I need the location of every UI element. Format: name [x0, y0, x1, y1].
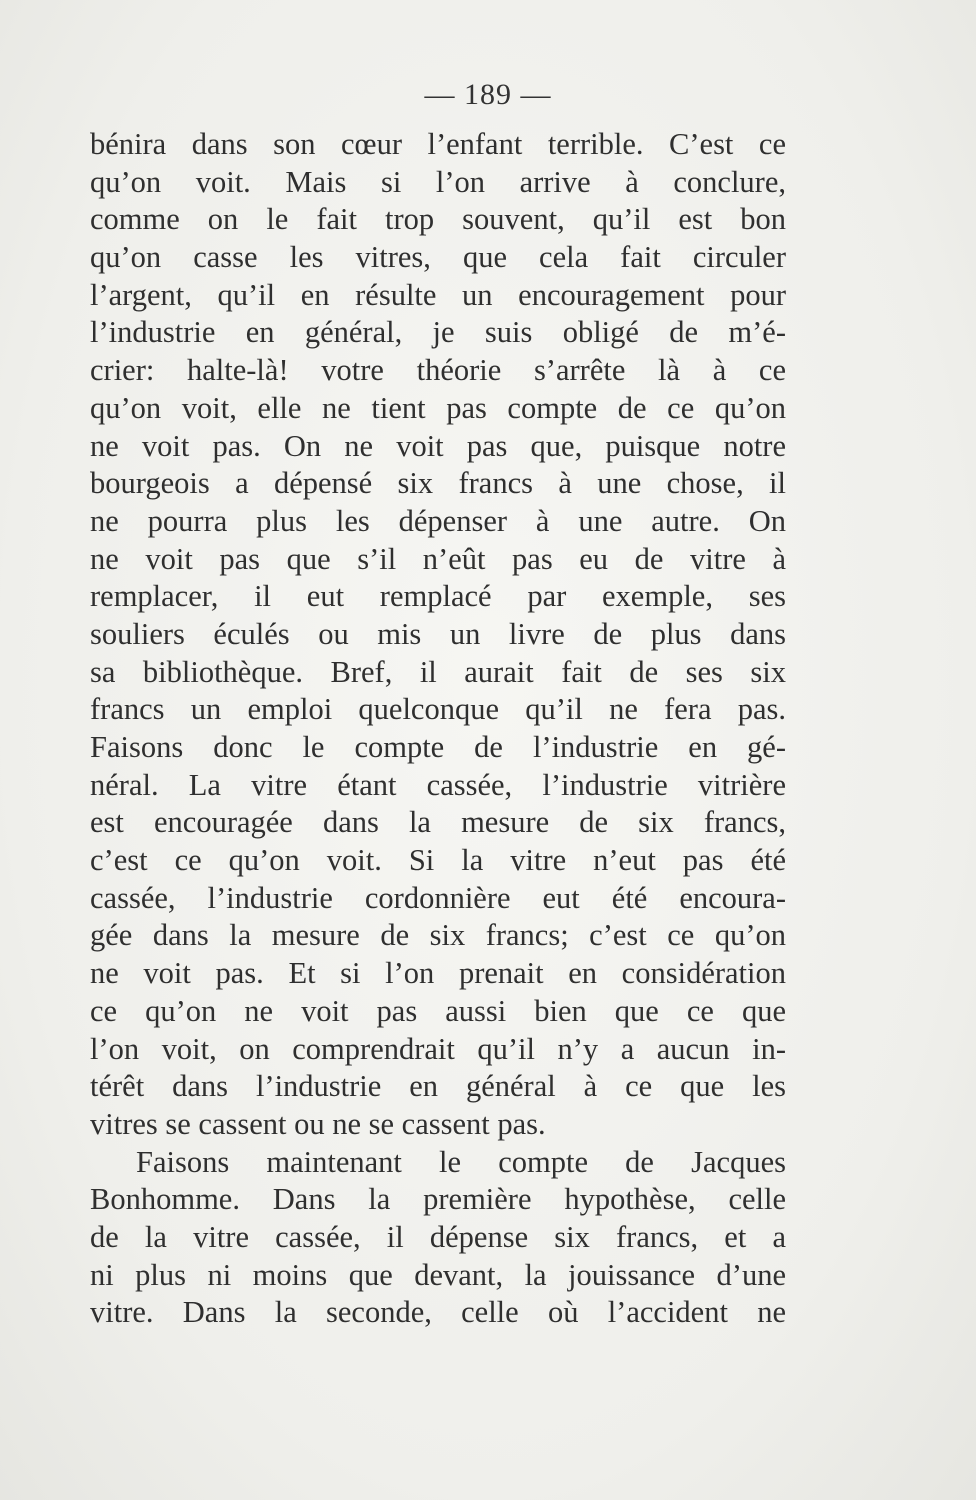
- text-line: crier: halte-là! votre théorie s’arrête là à ce: [90, 353, 786, 388]
- text-line: Bonhomme. Dans la première hypothèse, celle: [90, 1182, 786, 1217]
- text-line: ne voit pas. Et si l’on prenait en considération: [90, 956, 786, 991]
- text-line: bourgeois a dépensé six francs à une chose, il: [90, 466, 786, 501]
- text-line-paragraph-start: Faisons maintenant le compte de Jacques: [136, 1144, 786, 1179]
- text-line: ne voit pas. On ne voit pas que, puisque notre: [90, 428, 786, 463]
- text-line: térêt dans l’industrie en général à ce que les: [90, 1069, 786, 1104]
- text-line: vitre. Dans la seconde, celle où l’accident ne: [90, 1295, 786, 1330]
- text-line: Faisons donc le compte de l’industrie en gé-: [90, 730, 786, 764]
- text-line: qu’on voit, elle ne tient pas compte de ce qu’on: [90, 390, 786, 425]
- text-line: comme on le fait trop souvent, qu’il est bon: [90, 202, 786, 237]
- text-line: sa bibliothèque. Bref, il aurait fait de ses six: [90, 654, 786, 689]
- text-line: l’on voit, on comprendrait qu’il n’y a aucun in-: [90, 1031, 786, 1066]
- text-line: ni plus ni moins que devant, la jouissance d’une: [90, 1257, 786, 1292]
- text-line: ce qu’on ne voit pas aussi bien que ce que: [90, 993, 786, 1028]
- text-line: souliers éculés ou mis un livre de plus dans: [90, 616, 786, 651]
- page-number: — 189 —: [424, 78, 552, 111]
- text-line: c’est ce qu’on voit. Si la vitre n’eut pas été: [90, 843, 786, 878]
- text-line: remplacer, il eut remplacé par exemple, ses: [90, 579, 786, 614]
- text-line: ne voit pas que s’il n’eût pas eu de vitre à: [90, 541, 786, 576]
- text-line: est encouragée dans la mesure de six francs,: [90, 805, 786, 840]
- text-line: l’argent, qu’il en résulte un encouragement pour: [90, 277, 786, 312]
- text-line: francs un emploi quelconque qu’il ne fera pas.: [90, 692, 786, 727]
- text-line-paragraph-end: vitres se cassent ou ne se cassent pas.: [90, 1106, 546, 1141]
- text-line: bénira dans son cœur l’enfant terrible. C’est ce: [90, 127, 786, 161]
- text-line: néral. La vitre étant cassée, l’industrie vitrière: [90, 767, 786, 802]
- body-text: [90, 126, 786, 1332]
- text-line: ne pourra plus les dépenser à une autre. On: [90, 503, 786, 538]
- text-line: qu’on casse les vitres, que cela fait circuler: [90, 240, 786, 275]
- text-line: l’industrie en général, je suis obligé de m’é-: [90, 315, 786, 350]
- text-line: cassée, l’industrie cordonnière eut été encoura-: [90, 880, 786, 915]
- text-line: de la vitre cassée, il dépense six francs, et a: [90, 1219, 786, 1254]
- text-line: qu’on voit. Mais si l’on arrive à conclure,: [90, 164, 786, 199]
- text-line: gée dans la mesure de six francs; c’est ce qu’on: [90, 918, 786, 953]
